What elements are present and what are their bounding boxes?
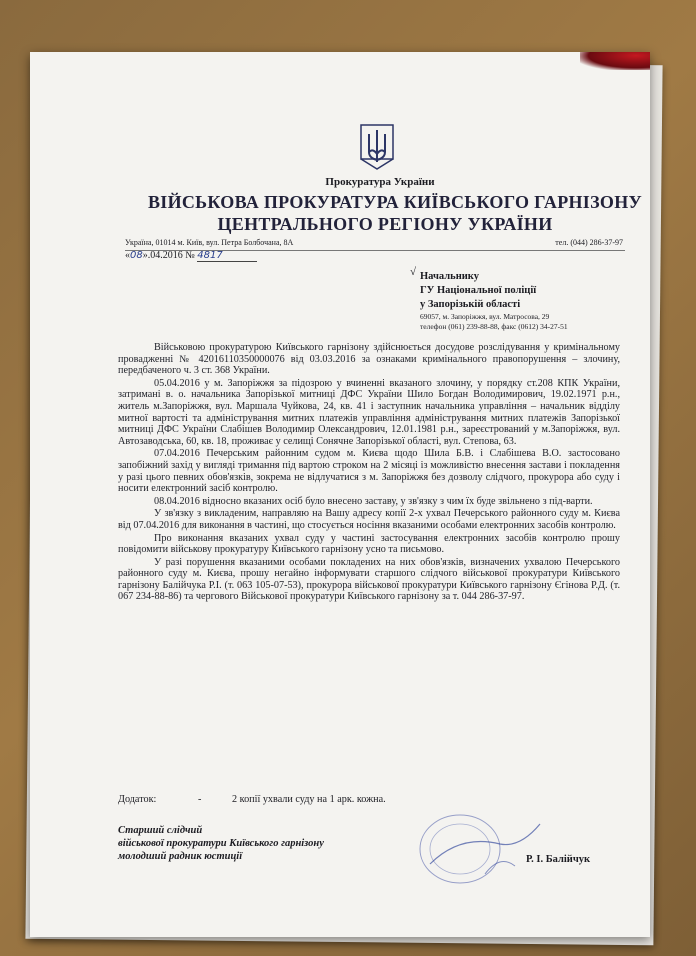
recipient-block (420, 270, 568, 332)
outgoing-quote-open: « (125, 250, 130, 261)
signatory-line3: молодший радник юстиції (118, 851, 243, 862)
letterhead-phone: тел. (044) 286-37-97 (555, 238, 623, 247)
body-paragraph: Про виконання вказаних ухвал суду у частині застосування електронних засобів контролю прошу повідомити військову прокуратуру Київського гарнізону усно та письмово. (118, 532, 620, 556)
org-small-title: Прокуратура України (325, 176, 435, 188)
background-object (580, 52, 650, 70)
signatory-line2: військової прокуратури Київського гарнізону (118, 838, 324, 849)
outgoing-day-handwritten: 08 (130, 250, 143, 261)
signatory-block (118, 824, 324, 863)
outgoing-date-suffix: ».04.2016 № (142, 250, 195, 261)
check-mark-icon: √ (410, 266, 417, 278)
body-paragraph: У зв'язку з викладеним, направляю на Вашу адресу копії 2-х ухвал Печерського районного суду м. Києва від 07.04.2016 для виконання в частині, що стосується носіння вказаними особами електронних засобів контролю. (118, 508, 620, 531)
document-page (30, 52, 650, 937)
recipient-address: 69057, м. Запоріжжя, вул. Матросова, 29 (420, 312, 550, 321)
recipient-line1: Начальнику (420, 271, 479, 282)
body-paragraph: Військовою прокуратурою Київського гарнізону здійснюється досудове розслідування у кримінальному провадженні № 42016110350000076 від 03.03.2016 за ознаками кримінального правопорушення – злочину, передбаченого ч. 3 ст. 368 України. (118, 342, 620, 377)
body-paragraph: 08.04.2016 відносно вказаних осіб було внесено заставу, у зв'язку з чим їх буде звільнено з під-варти. (154, 495, 593, 507)
coat-of-arms-icon (360, 124, 394, 170)
recipient-line3: у Запорізькій області (420, 299, 521, 310)
stamp-icon (390, 804, 550, 894)
attachment-text: 2 копії ухвали суду на 1 арк. кожна. (232, 794, 386, 805)
body-paragraph: 05.04.2016 у м. Запоріжжя за підозрою у вчиненні вказаного злочину, у порядку ст.208 КПК України, затримані в. о. начальника Запорізької митниці ДФС України Шило Богдан Володимирович, 19.02.1971 р.н., житель м.Запоріжжя, вул. Маршала Чуйкова, 24, кв. 41 і заступник начальника управління – начальник відділу митної вартості та адміністрування митних платежів управління адміністрування митних платежів Запорізької митниці ДФС України Слабішев Володимир Олександрович, 12.01.1981 р.н., зареєстрований у м.Запоріжжя, вул. Автозаводська, 60, кв. 18, проживає у селищі Сонячне Запорізької області, вул. Степова, 63. (118, 377, 620, 447)
outgoing-number (125, 250, 257, 262)
recipient-line2: ГУ Національної поліції (420, 285, 537, 296)
org-title-line2: ЦЕНТРАЛЬНОГО РЕГІОНУ УКРАЇНИ (217, 214, 553, 234)
org-title-line1: ВІЙСЬКОВА ПРОКУРАТУРА КИЇВСЬКОГО ГАРНІЗОНУ (147, 192, 643, 212)
attachment-dash: - (198, 794, 202, 805)
letterhead-address: Україна, 01014 м. Київ, вул. Петра Болбочана, 8А (125, 238, 294, 247)
letter-body (118, 342, 620, 604)
body-paragraph: 07.04.2016 Печерським районним судом м. Києва щодо Шила Б.В. і Слабішева В.О. застосовано запобіжний захід у вигляді тримання під вартою строком на 2 місяці із можливістю внесення застави і покладення у разі цього певних обов'язків, зокрема не відлучатися з м. Запоріжжя без дозволу слідчого, прокурора або суду і носити електронний засіб контролю. (118, 448, 620, 495)
attachment-line (118, 794, 386, 805)
body-paragraph: У разі порушення вказаними особами покладених на них обов'язків, визначених ухвалою Печерського районного суду м. Києва, прошу негайно інформувати старшого слідчого військової прокуратури Київського гарнізону Балійчука Р.І. (т. 063 105-07-53), прокурора військової прокуратури Київського гарнізону Єгінова Р.Д. (т. 067 234-88-86) та чергового Військової прокуратури Київського гарнізону за т. 044 286-37-97. (118, 556, 620, 603)
outgoing-number-handwritten: 4817 (197, 250, 257, 262)
attachment-label: Додаток: (118, 794, 157, 805)
signatory-name: Р. І. Балійчук (526, 854, 591, 865)
signatory-line1: Старший слідчий (118, 825, 203, 836)
recipient-phones: телефон (061) 239-88-88, факс (0612) 34-27-51 (420, 322, 568, 331)
